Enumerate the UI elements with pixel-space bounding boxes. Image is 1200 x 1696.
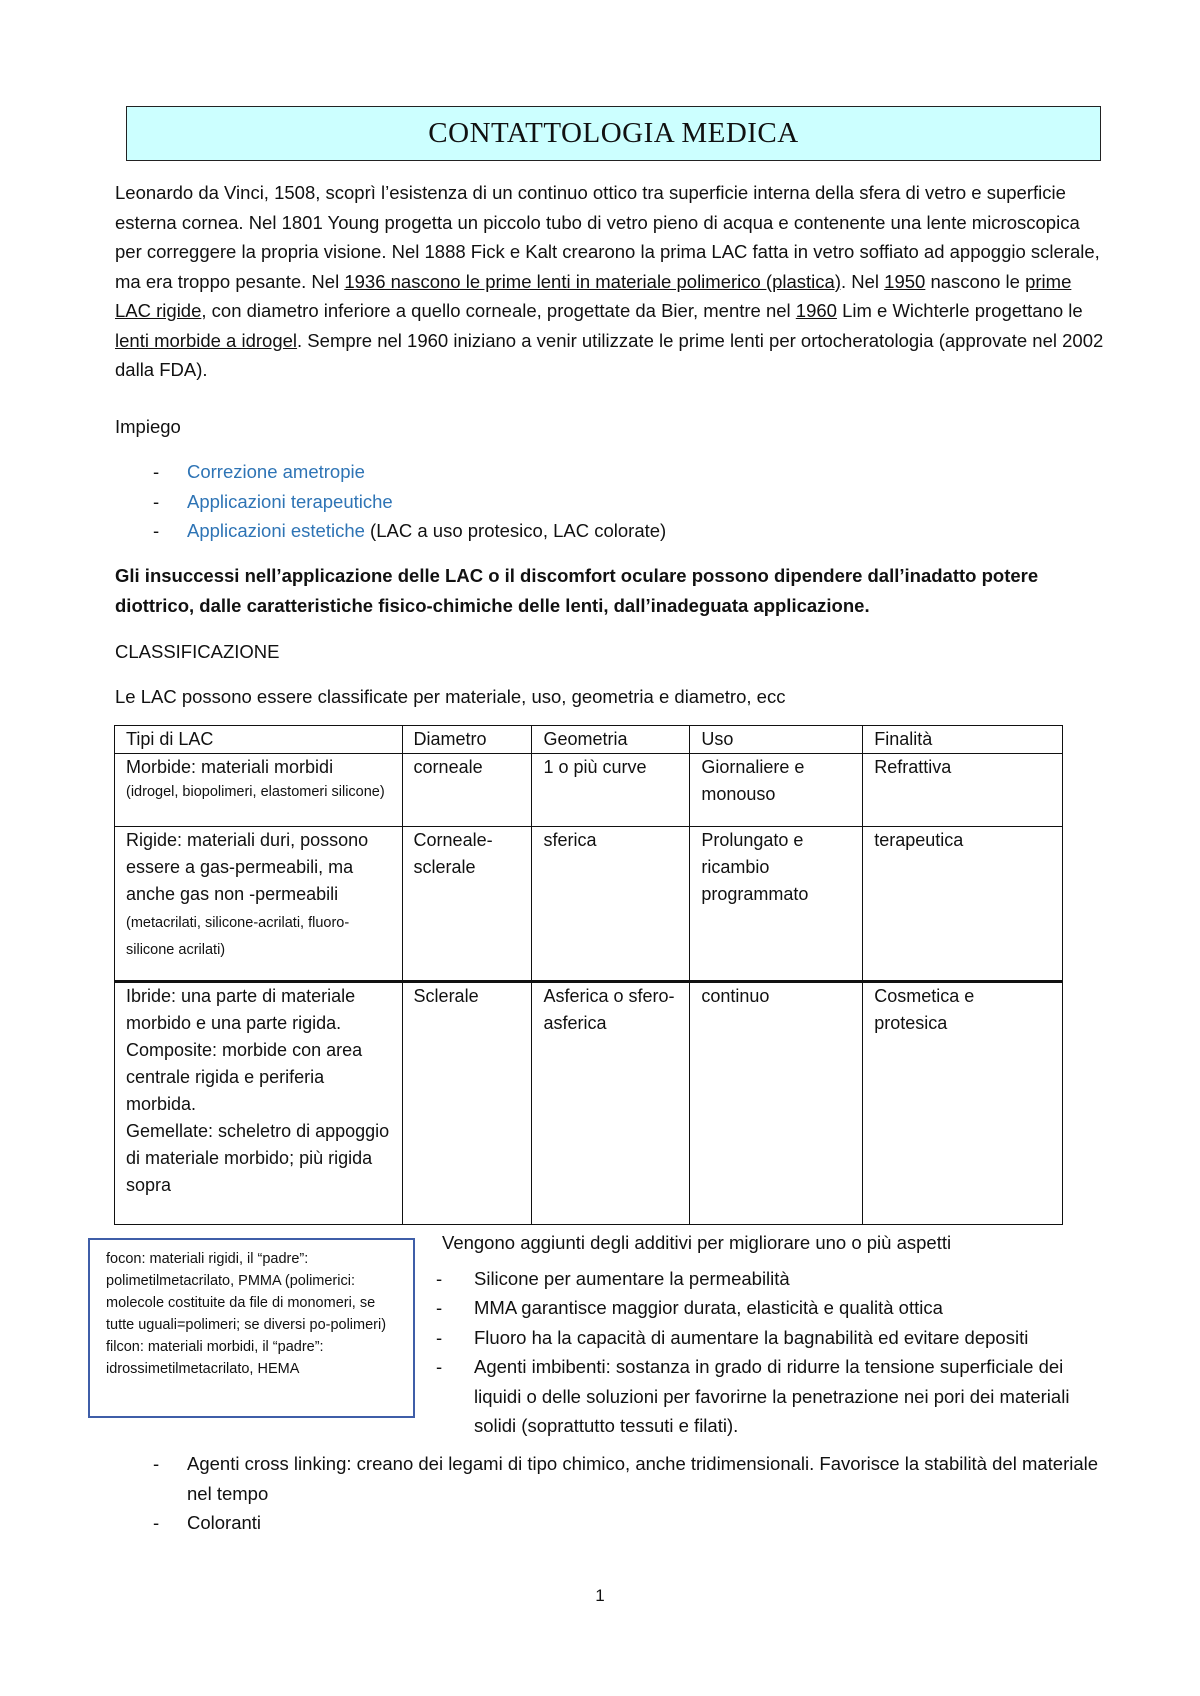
table-cell: terapeutica [863, 827, 1063, 982]
table-cell: Cosmetica e protesica [863, 982, 1063, 1225]
list-item [436, 1264, 1096, 1294]
list-item [115, 487, 1105, 517]
intro-paragraph [115, 178, 1105, 385]
intro-text-5: Lim e Wichterle progettano le [836, 300, 1083, 321]
filcon-note: filcon: materiali morbidi, il “padre”: idrossimetilmetacrilato, HEMA [106, 1339, 324, 1377]
intro-underline-2: 1950 [884, 270, 926, 292]
list-item [115, 1449, 1105, 1508]
classificazione-heading: CLASSIFICAZIONE [115, 641, 280, 662]
table-row [115, 754, 1063, 827]
table-cell [115, 754, 403, 827]
intro-text-2: . Nel [840, 270, 885, 292]
intro-text-4: , con diametro inferiore a quello corneale, progettate da Bier, mentre nel [201, 300, 796, 321]
intro-text-6: . Sempre nel 1960 iniziano a venir utilizzate le prime lenti per ortocheratologia (approvate nel 2002 dalla FDA). [115, 329, 1104, 380]
intro-underline-3: prime LAC rigide [115, 270, 1072, 321]
list-item [436, 1323, 1096, 1353]
table-cell [115, 982, 403, 1225]
table-header: Diametro [402, 726, 532, 754]
impiego-item-label: Correzione ametropie [187, 461, 365, 482]
additivo-text: Silicone per aumentare la permeabilità [474, 1267, 790, 1289]
list-item [115, 1508, 1105, 1538]
table-header-row [115, 726, 1063, 754]
dash-bullet: - [436, 1267, 443, 1289]
dash-bullet: - [153, 461, 160, 482]
intro-underline-4: 1960 [795, 300, 837, 321]
impiego-list [115, 457, 1105, 546]
additivo-text: Coloranti [187, 1512, 262, 1533]
intro-text-1: Leonardo da Vinci, 1508, scoprì l’esistenza di un continuo ottico tra superficie interna della sfera di vetro e superficie esterna cornea. Nel 1801 Young progetta un piccolo tubo di vetro pieno di acqua e contenente una lente microscopica per correggere la propria visione. Nel 1888 Fick e Kalt crearono la prima LAC fatta in vetro soffiato ad appoggio sclerale, ma era troppo pesante. Nel [115, 182, 1100, 292]
additivi-bottom-list [115, 1449, 1105, 1538]
impiego-item-label: Applicazioni terapeutiche [187, 490, 393, 512]
table-header: Finalità [863, 726, 1063, 754]
intro-underline-5: lenti morbide a idrogel [115, 329, 298, 351]
list-item [115, 457, 1105, 487]
list-item [436, 1293, 1096, 1323]
table-cell: Corneale-sclerale [402, 827, 532, 982]
dash-bullet: - [153, 490, 160, 512]
dash-bullet: - [153, 1512, 160, 1533]
lac-table [114, 725, 1063, 1225]
dash-bullet: - [436, 1356, 443, 1377]
impiego-item-extra: (LAC a uso protesico, LAC colorate) [364, 520, 667, 541]
table-header: Uso [690, 726, 863, 754]
additivo-text: Agenti imbibenti: sostanza in grado di ridurre la tensione superficiale dei liquidi o delle soluzioni per favorirne la penetrazione nei pori dei materiali solidi (soprattutto tessuti e filati). [474, 1356, 1070, 1436]
table-cell: continuo [690, 982, 863, 1225]
table-cell [115, 827, 403, 982]
type-composite: Composite: morbide con area centrale rigida e periferia morbida. [126, 1040, 363, 1114]
type-small: (idrogel, biopolimeri, elastomeri silicone) [126, 784, 385, 800]
dash-bullet: - [436, 1297, 443, 1318]
additivi-section [436, 1228, 1096, 1441]
dash-bullet: - [153, 1453, 160, 1474]
classificazione-lead: Le LAC possono essere classificate per materiale, uso, geometria e diametro, ecc [115, 686, 786, 707]
bold-note: Gli insuccessi nell’applicazione delle LAC o il discomfort oculare possono dipendere dall’inadatto potere diottrico, dalle caratteristiche fisico-chimiche delle lenti, dall’inadeguata applicazione. [115, 565, 1039, 616]
type-main: Morbide: materiali morbidi [126, 757, 334, 777]
additivo-text: Agenti cross linking: creano dei legami di tipo chimico, anche tridimensionali. Favorisce la stabilità del materiale nel tempo [187, 1453, 1099, 1504]
list-item [115, 516, 1105, 546]
additivo-text: MMA garantisce maggior durata, elasticità e qualità ottica [474, 1297, 943, 1318]
table-row [115, 982, 1063, 1225]
table-cell: sferica [532, 827, 690, 982]
page-title: CONTATTOLOGIA MEDICA [428, 117, 799, 149]
table-row [115, 827, 1063, 982]
intro-underline-1: 1936 nascono le prime lenti in materiale polimerico (plastica) [344, 270, 841, 292]
table-cell: corneale [402, 754, 532, 827]
table-cell: Sclerale [402, 982, 532, 1225]
additivo-text: Fluoro ha la capacità di aumentare la bagnabilità ed evitare depositi [474, 1326, 1029, 1348]
title-box [126, 106, 1101, 161]
table-cell: Giornaliere e monouso [690, 754, 863, 827]
impiego-heading: Impiego [115, 416, 181, 437]
impiego-item-label: Applicazioni estetiche [187, 520, 365, 541]
type-small: (metacrilati, silicone-acrilati, fluoro-silicone acrilati) [126, 915, 350, 958]
table-header: Geometria [532, 726, 690, 754]
additivi-intro: Vengono aggiunti degli additivi per migliorare uno o più aspetti [442, 1232, 952, 1253]
table-cell: Refrattiva [863, 754, 1063, 827]
page-number: 1 [595, 1586, 605, 1605]
focon-note: focon: materiali rigidi, il “padre”: polimetilmetacrilato, PMMA (polimerici: molecole costituite da file di monomeri, se tutte uguali=polimeri; se diversi po-polimeri) [106, 1251, 387, 1333]
dash-bullet: - [436, 1326, 443, 1348]
type-main: Ibride: una parte di materiale morbido e una parte rigida. [126, 986, 356, 1033]
type-gemellate: Gemellate: scheletro di appoggio di materiale morbido; più rigida sopra [126, 1121, 390, 1195]
table-header: Tipi di LAC [115, 726, 403, 754]
dash-bullet: - [153, 520, 160, 541]
table-cell: Asferica o sfero-asferica [532, 982, 690, 1225]
side-note-box [88, 1238, 415, 1418]
list-item [436, 1352, 1096, 1441]
table-cell: Prolungato e ricambio programmato [690, 827, 863, 982]
intro-text-3: nascono le [925, 270, 1026, 292]
table-cell: 1 o più curve [532, 754, 690, 827]
type-main: Rigide: materiali duri, possono essere a gas-permeabili, ma anche gas non -permeabili [126, 830, 369, 904]
